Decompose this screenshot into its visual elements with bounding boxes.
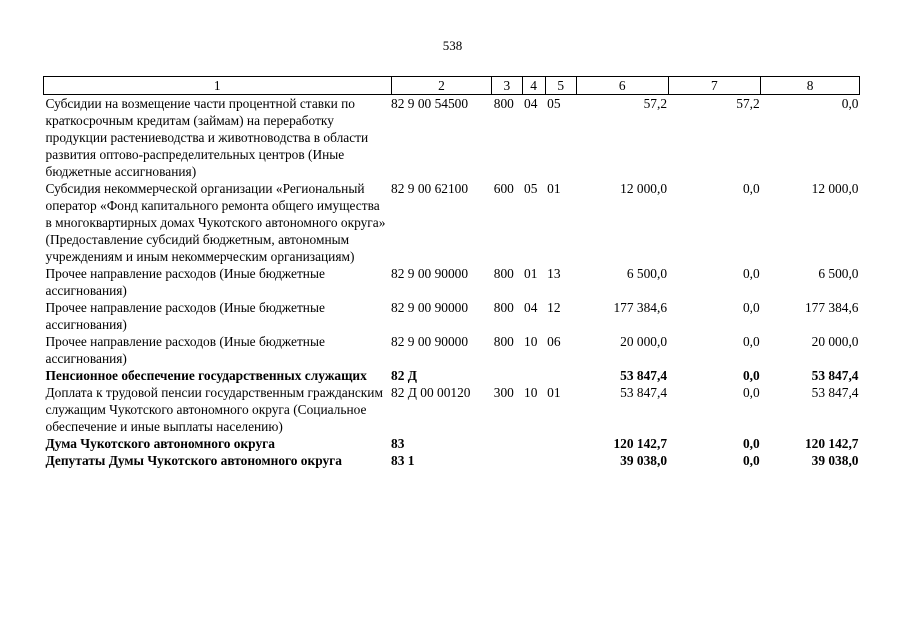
row-expense-type: 800 <box>493 266 514 281</box>
row-value-7: 0,0 <box>742 300 760 315</box>
row-code: 83 1 <box>391 453 415 468</box>
column-header-4: 4 <box>522 77 545 95</box>
row-subsection: 01 <box>547 181 561 196</box>
row-name: Доплата к трудовой пенсии государственным гражданским служащим Чукотского автономного округа (Социальное обеспечение и иные выплаты населению) <box>45 385 383 434</box>
table-row-subtotal <box>44 435 860 452</box>
row-value-8: 53 847,4 <box>811 385 859 400</box>
row-value-6: 177 384,6 <box>613 300 668 315</box>
table-row-subtotal <box>44 367 860 384</box>
row-section: 05 <box>524 181 538 196</box>
row-expense-type <box>492 452 522 469</box>
row-code: 83 <box>391 436 405 451</box>
row-value-6: 120 142,7 <box>613 436 668 451</box>
row-code: 82 Д <box>391 368 417 383</box>
row-name: Пенсионное обеспечение государственных служащих <box>45 368 367 383</box>
row-expense-type: 800 <box>493 300 514 315</box>
row-expense-type: 800 <box>493 96 514 111</box>
row-section: 10 <box>524 385 538 400</box>
row-code: 82 9 00 90000 <box>391 300 469 315</box>
row-code: 82 9 00 54500 <box>391 96 469 111</box>
table-row <box>44 333 860 367</box>
column-header-7: 7 <box>668 77 761 95</box>
row-name: Субсидии на возмещение части процентной ставки по краткосрочным кредитам (займам) на переработку продукции растениеводства и животноводства в области развития оптово-распределительных центров (Иные бюджетные ассигнования) <box>45 96 369 179</box>
row-expense-type: 300 <box>493 385 514 400</box>
row-expense-type <box>492 435 522 452</box>
row-section: 04 <box>524 96 538 111</box>
row-subsection <box>545 452 576 469</box>
row-subsection: 06 <box>547 334 561 349</box>
row-value-6: 53 847,4 <box>620 368 668 383</box>
row-value-7: 0,0 <box>742 453 760 468</box>
table-row <box>44 265 860 299</box>
row-value-6: 53 847,4 <box>620 385 668 400</box>
row-name: Депутаты Думы Чукотского автономного округа <box>45 453 342 468</box>
row-name: Прочее направление расходов (Иные бюджетные ассигнования) <box>45 334 325 366</box>
row-value-7: 0,0 <box>742 436 760 451</box>
row-name: Дума Чукотского автономного округа <box>45 436 275 451</box>
table-row <box>44 384 860 435</box>
row-section <box>522 367 545 384</box>
column-header-6: 6 <box>576 77 668 95</box>
row-code: 82 9 00 62100 <box>391 181 469 196</box>
row-value-7: 0,0 <box>742 385 760 400</box>
column-header-5: 5 <box>545 77 576 95</box>
row-value-6: 39 038,0 <box>620 453 668 468</box>
row-value-8: 39 038,0 <box>811 453 859 468</box>
column-header-1: 1 <box>44 77 392 95</box>
row-value-7: 0,0 <box>742 334 760 349</box>
table-row <box>44 180 860 265</box>
row-value-8: 177 384,6 <box>804 300 859 315</box>
column-header-3: 3 <box>492 77 522 95</box>
row-value-8: 12 000,0 <box>811 181 859 196</box>
row-subsection: 01 <box>547 385 561 400</box>
row-section: 01 <box>524 266 538 281</box>
row-expense-type <box>492 367 522 384</box>
row-subsection <box>545 435 576 452</box>
row-code: 82 9 00 90000 <box>391 266 469 281</box>
row-value-8: 120 142,7 <box>804 436 859 451</box>
row-name: Прочее направление расходов (Иные бюджетные ассигнования) <box>45 266 325 298</box>
row-value-8: 53 847,4 <box>811 368 859 383</box>
row-expense-type: 600 <box>493 181 514 196</box>
row-expense-type: 800 <box>493 334 514 349</box>
column-header-8: 8 <box>761 77 860 95</box>
row-code: 82 9 00 90000 <box>391 334 469 349</box>
row-value-6: 57,2 <box>643 96 668 111</box>
row-subsection: 13 <box>547 266 561 281</box>
row-value-7: 0,0 <box>742 266 760 281</box>
row-value-8: 0,0 <box>841 96 859 111</box>
row-value-6: 12 000,0 <box>620 181 668 196</box>
budget-table <box>43 76 860 469</box>
header-row <box>44 77 860 95</box>
row-name: Субсидия некоммерческой организации «Региональный оператор «Фонд капитального ремонта общего имущества в многоквартирных домах Чукотского автономного округа» (Предоставление субсидий бюджетным, автономным учреждениям и иным некоммерческим организациям) <box>45 181 386 264</box>
row-code: 82 Д 00 00120 <box>391 385 471 400</box>
row-subsection: 12 <box>547 300 561 315</box>
row-value-6: 20 000,0 <box>620 334 668 349</box>
column-header-2: 2 <box>391 77 492 95</box>
page-number: 538 <box>442 38 463 53</box>
row-subsection: 05 <box>547 96 561 111</box>
table-row <box>44 299 860 333</box>
table-row-subtotal <box>44 452 860 469</box>
row-section <box>522 452 545 469</box>
row-section: 10 <box>524 334 538 349</box>
row-value-7: 0,0 <box>742 368 760 383</box>
row-value-7: 0,0 <box>742 181 760 196</box>
row-name: Прочее направление расходов (Иные бюджетные ассигнования) <box>45 300 325 332</box>
row-subsection <box>545 367 576 384</box>
row-section <box>522 435 545 452</box>
row-value-8: 6 500,0 <box>818 266 859 281</box>
table-row <box>44 95 860 181</box>
row-value-8: 20 000,0 <box>811 334 859 349</box>
row-section: 04 <box>524 300 538 315</box>
row-value-6: 6 500,0 <box>626 266 668 281</box>
row-value-7: 57,2 <box>736 96 760 111</box>
